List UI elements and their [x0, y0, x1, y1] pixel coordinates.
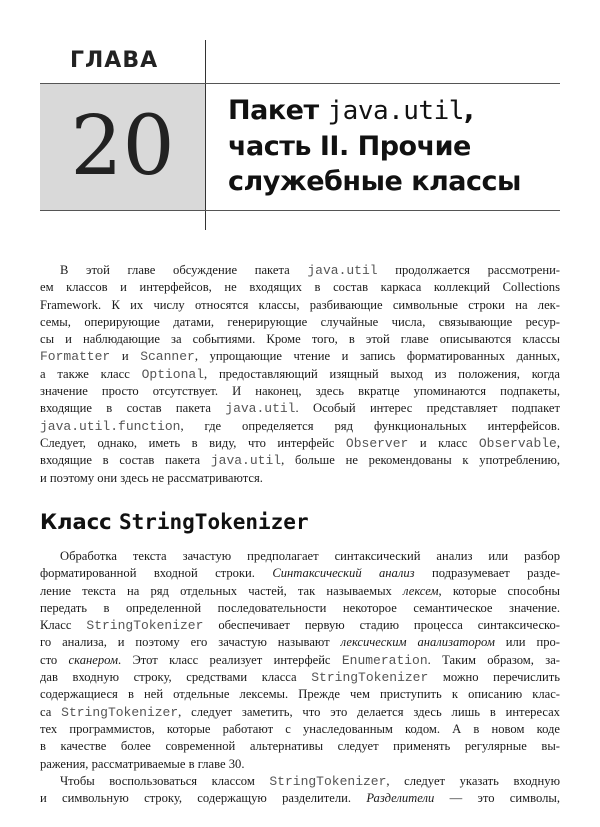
section-paragraph-1	[40, 548, 560, 773]
text-line	[40, 704, 560, 721]
text-line	[40, 331, 560, 348]
text-span: семы, оперирующие датами, генерирующие случайные числа, связывающие ресур-	[40, 314, 560, 329]
text-span: . Таким образом, за-	[427, 652, 560, 667]
code-span: Optional	[141, 366, 205, 382]
code-span: java.util.function	[40, 418, 181, 434]
text-span: и поэтому они здесь не рассматриваются.	[40, 470, 263, 485]
text-span: форматированной входной строки.	[40, 566, 273, 581]
code-span: StringTokenizer	[311, 670, 429, 686]
text-span: , которые способны	[438, 583, 560, 598]
emphasis-span: лексем	[402, 583, 439, 598]
text-span: В этой главе обсуждение пакета	[60, 263, 308, 277]
text-line	[40, 600, 560, 617]
text-line	[40, 452, 560, 469]
text-span: тех программистов, которые работают с унаследованным кодом. А в новом коде	[40, 721, 560, 736]
text-line	[40, 418, 560, 435]
code-span: java.util	[307, 263, 378, 278]
text-span: Следует, однако, иметь в виду, что интерфейс	[40, 435, 346, 450]
text-line	[40, 773, 560, 790]
text-line	[40, 470, 560, 487]
text-line	[40, 652, 560, 669]
emphasis-span: лексическим анализатором	[340, 635, 495, 650]
code-span: StringTokenizer	[86, 618, 204, 634]
text-line	[40, 634, 560, 651]
title-text: ,	[463, 95, 474, 126]
text-span: Чтобы воспользоваться классом	[60, 774, 270, 788]
text-span: обеспечивает первую стадию процесса синтаксическо-	[203, 618, 561, 633]
code-span: Formatter	[40, 349, 111, 365]
title-text: Пакет	[228, 95, 328, 126]
heading-text: Класс	[40, 510, 119, 534]
text-span: Framework. К их числу относятся классы, разбивающие символьные строки на лек-	[40, 297, 560, 312]
text-span: а также класс	[40, 366, 142, 381]
text-span: са	[40, 704, 62, 719]
code-span: Observable	[478, 435, 557, 451]
emphasis-span: Разделители	[366, 791, 435, 806]
divider-vertical	[205, 40, 206, 230]
text-span: подразумевает разде-	[414, 566, 560, 581]
text-line	[40, 366, 560, 383]
text-span: сы и наблюдающие за событиями. Кроме того, в этой главе описываются классы	[40, 332, 560, 347]
code-span: StringTokenizer	[61, 704, 179, 720]
text-span: го анализа, и поэтому его зачастую называют	[40, 635, 341, 650]
heading-code: StringTokenizer	[118, 510, 309, 534]
title-line: часть II. Прочие	[228, 131, 471, 162]
divider-bottom	[40, 210, 560, 211]
text-span: , следует заметить, что это делается здесь лишь в интересах	[178, 704, 560, 719]
code-span: java.util	[210, 453, 282, 469]
text-line	[40, 686, 560, 703]
text-line	[40, 617, 560, 634]
text-span: , больше не рекомендованы к употреблению,	[281, 453, 560, 468]
text-span: содержащиеся в ней отдельные лексемы. Прежде чем приступить к описанию клас-	[40, 687, 560, 702]
text-span: . Особый интерес представляет подпакет	[295, 401, 560, 416]
text-span: Класс	[40, 618, 87, 633]
text-span: Обработка текста зачастую предполагает синтаксический анализ или разбор	[60, 549, 560, 563]
text-span: , предоставляющий изящный выход из положения, когда	[204, 366, 561, 381]
text-line	[40, 400, 560, 417]
text-line	[40, 435, 560, 452]
text-span: или про-	[494, 635, 560, 650]
text-span: входящие в состав пакета	[40, 453, 211, 468]
text-line	[40, 262, 560, 279]
intro-paragraph	[40, 262, 560, 487]
text-line	[40, 583, 560, 600]
text-line	[40, 314, 560, 331]
code-span: java.util	[225, 401, 296, 417]
text-line	[40, 756, 560, 773]
text-line	[40, 279, 560, 296]
text-line	[40, 348, 560, 365]
emphasis-span: сканером	[68, 652, 118, 667]
text-span: , следует указать входную	[386, 774, 560, 788]
text-span: ,	[556, 435, 561, 450]
code-span: Observer	[345, 435, 409, 451]
text-span: в качестве более современной альтернативы следует применять регулярные вы-	[40, 739, 560, 754]
title-line: служебные классы	[228, 166, 521, 197]
text-span: входящие в состав пакета	[40, 401, 226, 416]
chapter-title	[228, 93, 521, 199]
text-line	[40, 669, 560, 686]
text-span: , где определяется ряд функциональных интерфейсов.	[180, 418, 560, 433]
text-line	[40, 790, 560, 807]
text-span: и класс	[408, 435, 479, 450]
title-code: java.util	[327, 96, 464, 126]
section-paragraph-2	[40, 773, 560, 808]
text-line	[40, 565, 560, 582]
text-line	[40, 383, 560, 400]
text-line	[40, 738, 560, 755]
code-span: StringTokenizer	[269, 774, 387, 789]
text-span: дав входную строку, средствами класса	[40, 670, 312, 685]
text-span: , упрощающие чтение и запись форматированных данных,	[194, 349, 560, 364]
text-line	[40, 721, 560, 738]
text-span: можно перечислить	[428, 670, 560, 685]
text-span: ление текста на ряд отдельных частей, так называемых	[40, 583, 403, 598]
text-span: передать в определенной последовательности некоторое семантическое значение.	[40, 600, 560, 615]
text-span: продолжается рассмотрени-	[377, 263, 560, 277]
code-span: Enumeration	[341, 652, 428, 668]
text-span: значение просто отсутствует. И наконец, здесь вкратце упоминаются подпакеты,	[40, 384, 560, 399]
emphasis-span: Синтаксический анализ	[272, 566, 415, 581]
chapter-label: ГЛАВА	[70, 48, 159, 73]
text-span: и	[110, 349, 141, 364]
text-line	[40, 548, 560, 565]
text-line	[40, 297, 560, 314]
code-span: Scanner	[140, 349, 195, 365]
text-span: — это символы,	[434, 791, 560, 806]
text-span: ем классов и интерфейсов, не входящих в состав каркаса коллекций Collections	[40, 280, 560, 295]
text-span: и символьную строку, содержащую разделители.	[40, 791, 367, 806]
text-span: сто	[40, 652, 69, 667]
text-span: ражения, рассматриваемые в главе 30.	[40, 756, 245, 771]
chapter-number: 20	[70, 99, 175, 194]
section-heading	[40, 510, 309, 534]
text-span: . Этот класс реализует интерфейс	[118, 652, 342, 667]
